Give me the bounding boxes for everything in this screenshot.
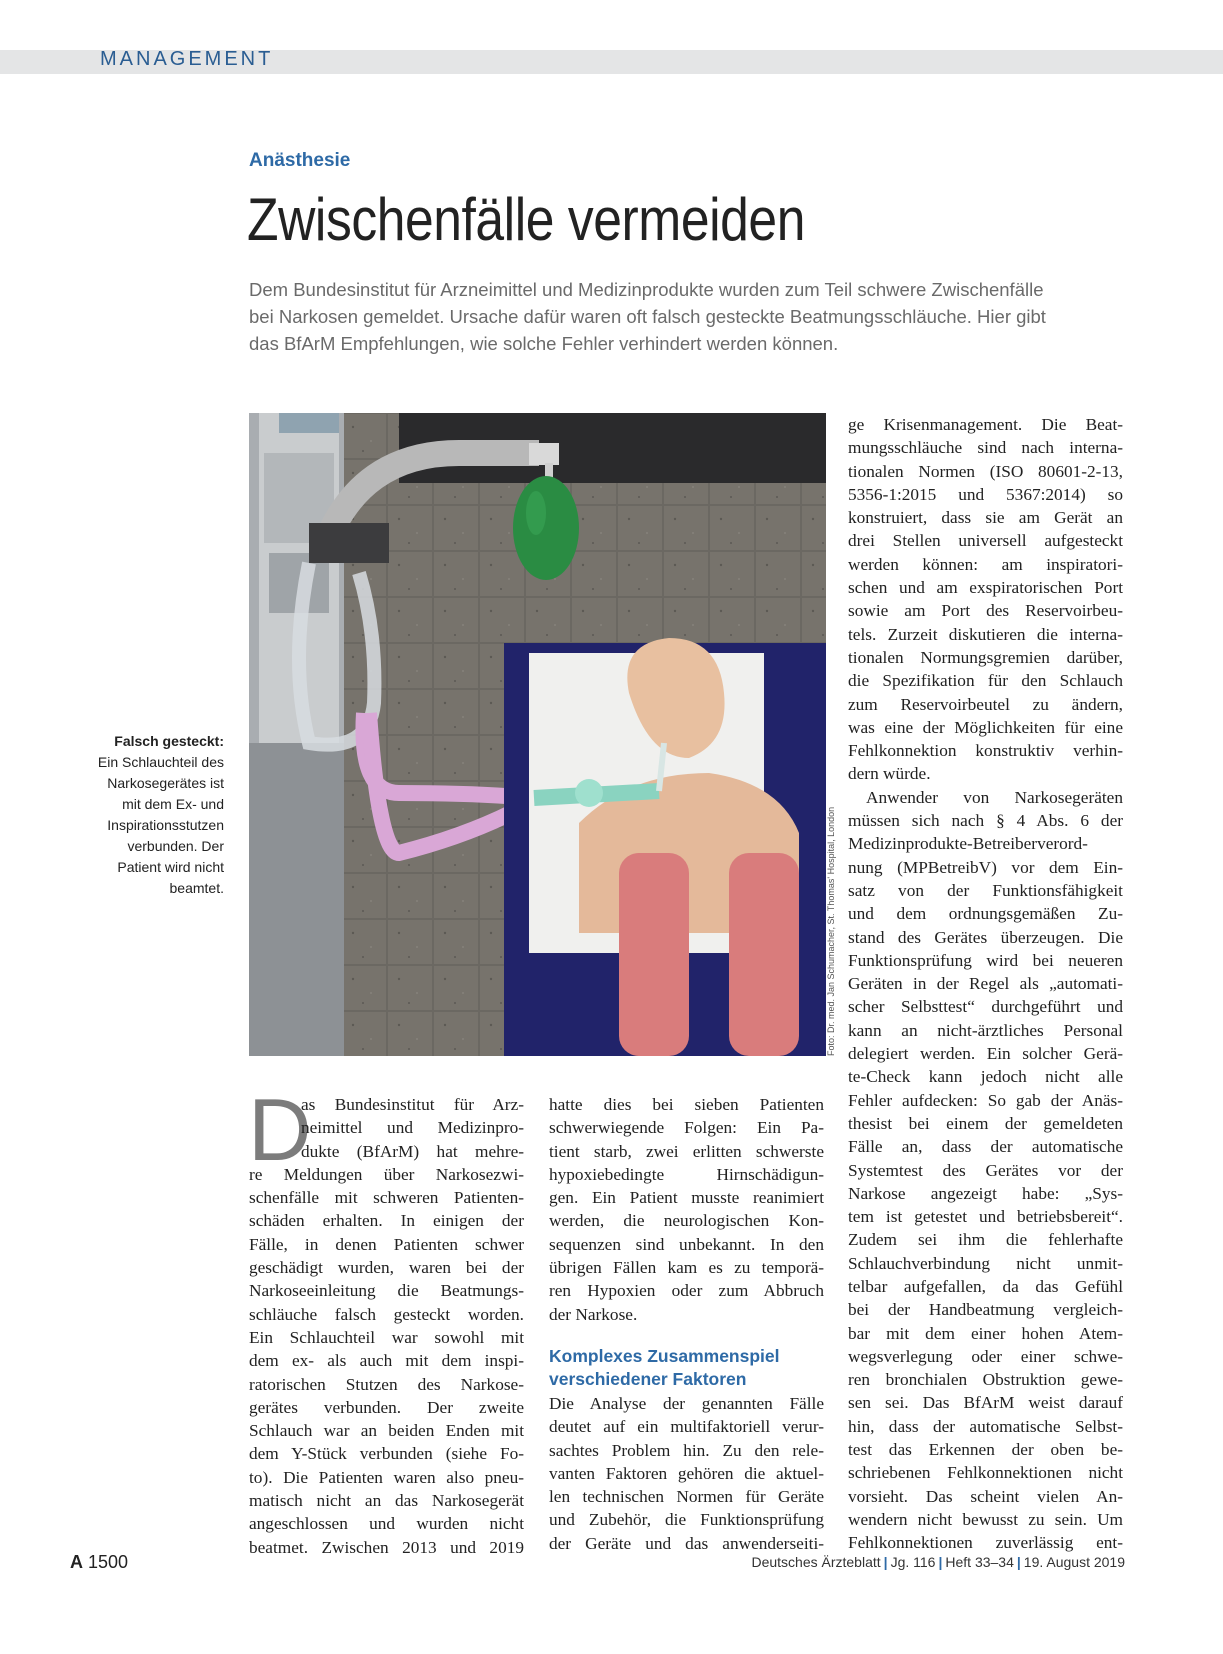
page-number	[70, 1552, 128, 1573]
text-line: deutet auf ein multifaktoriell verur-	[549, 1417, 824, 1437]
issue: Heft 33–34	[945, 1554, 1014, 1570]
text-line: müssen sich nach § 4 Abs. 6 der	[848, 811, 1123, 831]
text-line: Fälle, in denen Patienten schwer	[249, 1234, 524, 1254]
text-line: Schlauch war an beiden Enden mit	[249, 1421, 524, 1441]
text-line: wendern nicht bewusst zu sein. Um	[848, 1509, 1123, 1529]
separator: |	[938, 1554, 943, 1570]
text-line: die Spezifikation für den Schlauch	[848, 671, 1123, 691]
text-line: thesist bei einem der gemeldeten	[848, 1113, 1123, 1133]
text-line: bar mit dem einer hohen Atem-	[848, 1323, 1123, 1343]
text-line: kann an nicht-ärztliches Personal	[848, 1020, 1123, 1040]
text-line: schläuche falsch gesteckt worden.	[249, 1304, 524, 1324]
text-line: stand des Gerätes überzeugen. Die	[848, 927, 1123, 947]
text-line: Fehlkonnektion konstruktiv verhin-	[848, 741, 1123, 761]
text-line: vanten Faktoren gehören die aktuel-	[549, 1463, 824, 1483]
text-line: te-Check kann jedoch nicht alle	[848, 1067, 1123, 1087]
body-column-2	[549, 1093, 824, 1326]
text-line: und dem ordnungsgemäßen Zu-	[848, 904, 1123, 924]
text-line: Zudem sei ihm die fehlerhafte	[848, 1230, 1123, 1250]
text-line: Fehler aufdecken: So gab der Anäs-	[848, 1090, 1123, 1110]
text-line: matisch nicht an das Narkosegerät	[249, 1491, 524, 1511]
text-line: to). Die Patienten waren also pneu-	[249, 1467, 524, 1487]
journal-name: Deutsches Ärzteblatt	[751, 1554, 881, 1570]
text-line: schenfälle mit schweren Patienten-	[249, 1188, 524, 1208]
separator: |	[1016, 1554, 1021, 1570]
text-line: schäden erhalten. In einigen der	[249, 1211, 524, 1231]
text-line: wegsverlegung oder einer schwe-	[848, 1346, 1123, 1366]
text-line: dukte (BfArM) hat mehre-	[301, 1141, 524, 1161]
anesthesia-setup-illustration	[249, 413, 826, 1056]
body-column-3	[848, 413, 1123, 1555]
text-line: Systemtest des Gerätes vor der	[848, 1160, 1123, 1180]
text-line: Fehlkonnektionen zuverlässig ent-	[848, 1533, 1123, 1553]
text-line: tient starb, zwei erlitten schwerste	[549, 1141, 824, 1161]
text-line: tem ist getestet und betriebsbereit“.	[848, 1207, 1123, 1227]
body-column-1	[249, 1093, 524, 1559]
text-line: drei Stellen universell aufgesteckt	[848, 531, 1123, 551]
text-line: vorsieht. Das scheint vielen An-	[848, 1486, 1123, 1506]
text-line: tionalen Normen (ISO 80601-2-13,	[848, 461, 1123, 481]
text-line: werden, die neurologischen Kon-	[549, 1211, 824, 1231]
text-line: Ein Schlauchteil war sowohl mit	[249, 1327, 524, 1347]
caption-line: mit dem Ex- und	[122, 796, 224, 812]
lead-line: bei Narkosen gemeldet. Ursache dafür waren oft falsch gesteckte Beatmungsschläuche. Hier gibt	[249, 306, 1046, 327]
article-photo	[249, 413, 826, 1056]
section-label: MANAGEMENT	[100, 48, 274, 70]
text-line: sen sei. Das BfArM weist darauf	[848, 1393, 1123, 1413]
text-line: ge Krisenmanagement. Die Beat-	[848, 415, 1123, 434]
text-line: telbar aufgefallen, da das Gefühl	[848, 1276, 1123, 1296]
text-line: Schlauchverbindung nicht unmit-	[848, 1253, 1123, 1273]
text-line: re Meldungen über Narkosezwi-	[249, 1164, 524, 1184]
text-line: schen und am exspiratorischen Port	[848, 578, 1123, 598]
article-title: Zwischenfälle vermeiden	[247, 186, 805, 253]
text-line: 5356-1:2015 und 5367:2014) so	[848, 484, 1123, 504]
lead-line: das BfArM Empfehlungen, wie solche Fehler verhindert werden können.	[249, 333, 839, 354]
text-line: len technischen Normen für Geräte	[549, 1487, 824, 1507]
page-number-value: 1500	[88, 1552, 129, 1572]
text-line: scher Selbsttest“ durchgeführt und	[848, 997, 1123, 1017]
text-line: sowie am Port des Reservoirbeu-	[848, 601, 1123, 621]
text-line: neimittel und Medizinpro-	[301, 1118, 524, 1138]
text-line: zum Reservoirbeutel zu ändern,	[848, 694, 1123, 714]
issue-date: 19. August 2019	[1023, 1554, 1125, 1570]
text-line: werden können: am inspiratori-	[848, 554, 1123, 574]
text-line: Narkoseeinleitung die Beatmungs-	[249, 1281, 524, 1301]
text-line: satz von der Funktionsfähigkeit	[848, 880, 1123, 900]
text-line: mungsschläuche sind nach interna-	[848, 438, 1123, 458]
text-line: hin, dass der automatische Selbst-	[848, 1416, 1123, 1436]
text-line: sequenzen sind unbekannt. In den	[549, 1234, 824, 1254]
caption-line: Ein Schlauchteil des	[97, 754, 224, 770]
text-line: Narkose angezeigt habe: „Sys-	[848, 1183, 1123, 1203]
caption-line: verbunden. Der	[127, 838, 224, 854]
text-line: Funktionsprüfung wird bei neueren	[848, 950, 1123, 970]
text-line: Die Analyse der genannten Fälle	[549, 1394, 824, 1413]
text-line: bei der Handbeatmung vergleich-	[848, 1300, 1123, 1320]
text-line: dern würde.	[848, 764, 931, 784]
footer-citation	[751, 1554, 1125, 1570]
caption-line: Patient wird nicht	[117, 859, 224, 875]
text-line: nung (MPBetreibV) vor dem Ein-	[848, 857, 1123, 877]
text-line: angeschlossen und wurden nicht	[249, 1514, 524, 1534]
separator: |	[883, 1554, 888, 1570]
subhead-line: Komplexes Zusammenspiel	[549, 1346, 780, 1366]
text-line: ren bronchialen Obstruktion gewe-	[848, 1370, 1123, 1390]
text-line: dem Y-Stück verbunden (siehe Fo-	[249, 1444, 524, 1464]
photo-caption	[60, 731, 224, 899]
text-line: gen. Ein Patient musste reanimiert	[549, 1188, 824, 1208]
text-line: Anwender von Narkosegeräten	[866, 787, 1123, 807]
caption-title: Falsch gesteckt:	[114, 733, 224, 749]
text-line: test das Erkennen der oben be-	[848, 1440, 1123, 1460]
text-line: delegiert werden. Ein solcher Gerä-	[848, 1044, 1123, 1064]
lead-line: Dem Bundesinstitut für Arzneimittel und Medizinprodukte wurden zum Teil schwere Zwischenfälle	[249, 279, 1044, 300]
text-line: ratorischen Stutzen des Narkose-	[249, 1374, 524, 1394]
photo-credit: Foto: Dr. med. Jan Schumacher, St. Thomas' Hospital, London	[826, 806, 836, 1056]
text-line: was eine der Möglichkeiten für eine	[848, 717, 1123, 737]
text-line: dem ex- als auch mit dem inspi-	[249, 1351, 524, 1371]
text-line: hypoxiebedingte Hirnschädigun-	[549, 1164, 824, 1184]
text-line: Medizinprodukte-Betreiberverord-	[848, 834, 1088, 854]
caption-line: Inspirationsstutzen	[107, 817, 224, 833]
section-subheading	[549, 1345, 829, 1391]
subhead-line: verschiedener Faktoren	[549, 1369, 747, 1389]
text-line: tels. Zurzeit diskutieren die interna-	[848, 624, 1123, 644]
body-column-2b	[549, 1392, 824, 1555]
text-line: hatte dies bei sieben Patienten	[549, 1095, 824, 1114]
text-line: tionalen Normungsgremien darüber,	[848, 647, 1123, 667]
text-line: gerätes verbunden. Der zweite	[249, 1397, 524, 1417]
text-line: sachtes Problem hin. Zu den rele-	[549, 1440, 824, 1460]
text-line: übrigen Fällen kam es zu temporä-	[549, 1258, 824, 1278]
text-line: konstruiert, dass sie am Gerät an	[848, 508, 1123, 528]
text-line: der Geräte und das anwenderseiti-	[549, 1533, 824, 1553]
text-line: schwerwiegende Folgen: Ein Pa-	[549, 1118, 824, 1138]
caption-line: Narkosegerätes ist	[107, 775, 224, 791]
text-line: ren Hypoxien oder zum Abbruch	[549, 1281, 824, 1301]
text-line: beatmet. Zwischen 2013 und 2019	[249, 1537, 524, 1557]
text-line: und Zubehör, die Funktionsprüfung	[549, 1510, 824, 1530]
text-line: Geräten in der Regel als „automati-	[848, 974, 1123, 994]
caption-line: beamtet.	[169, 880, 224, 896]
text-line: der Narkose.	[549, 1304, 638, 1324]
volume: Jg. 116	[890, 1554, 936, 1570]
drop-cap: D	[248, 1080, 312, 1179]
text-line: as Bundesinstitut für Arz-	[301, 1095, 524, 1114]
article-lead	[249, 276, 1129, 357]
text-line: schriebenen Fehlkonnektionen nicht	[848, 1463, 1123, 1483]
page-prefix: A	[70, 1552, 83, 1572]
text-line: Fälle an, dass der automatische	[848, 1137, 1123, 1157]
text-line: geschädigt wurden, waren bei der	[249, 1258, 524, 1278]
article-kicker: Anästhesie	[249, 150, 351, 171]
